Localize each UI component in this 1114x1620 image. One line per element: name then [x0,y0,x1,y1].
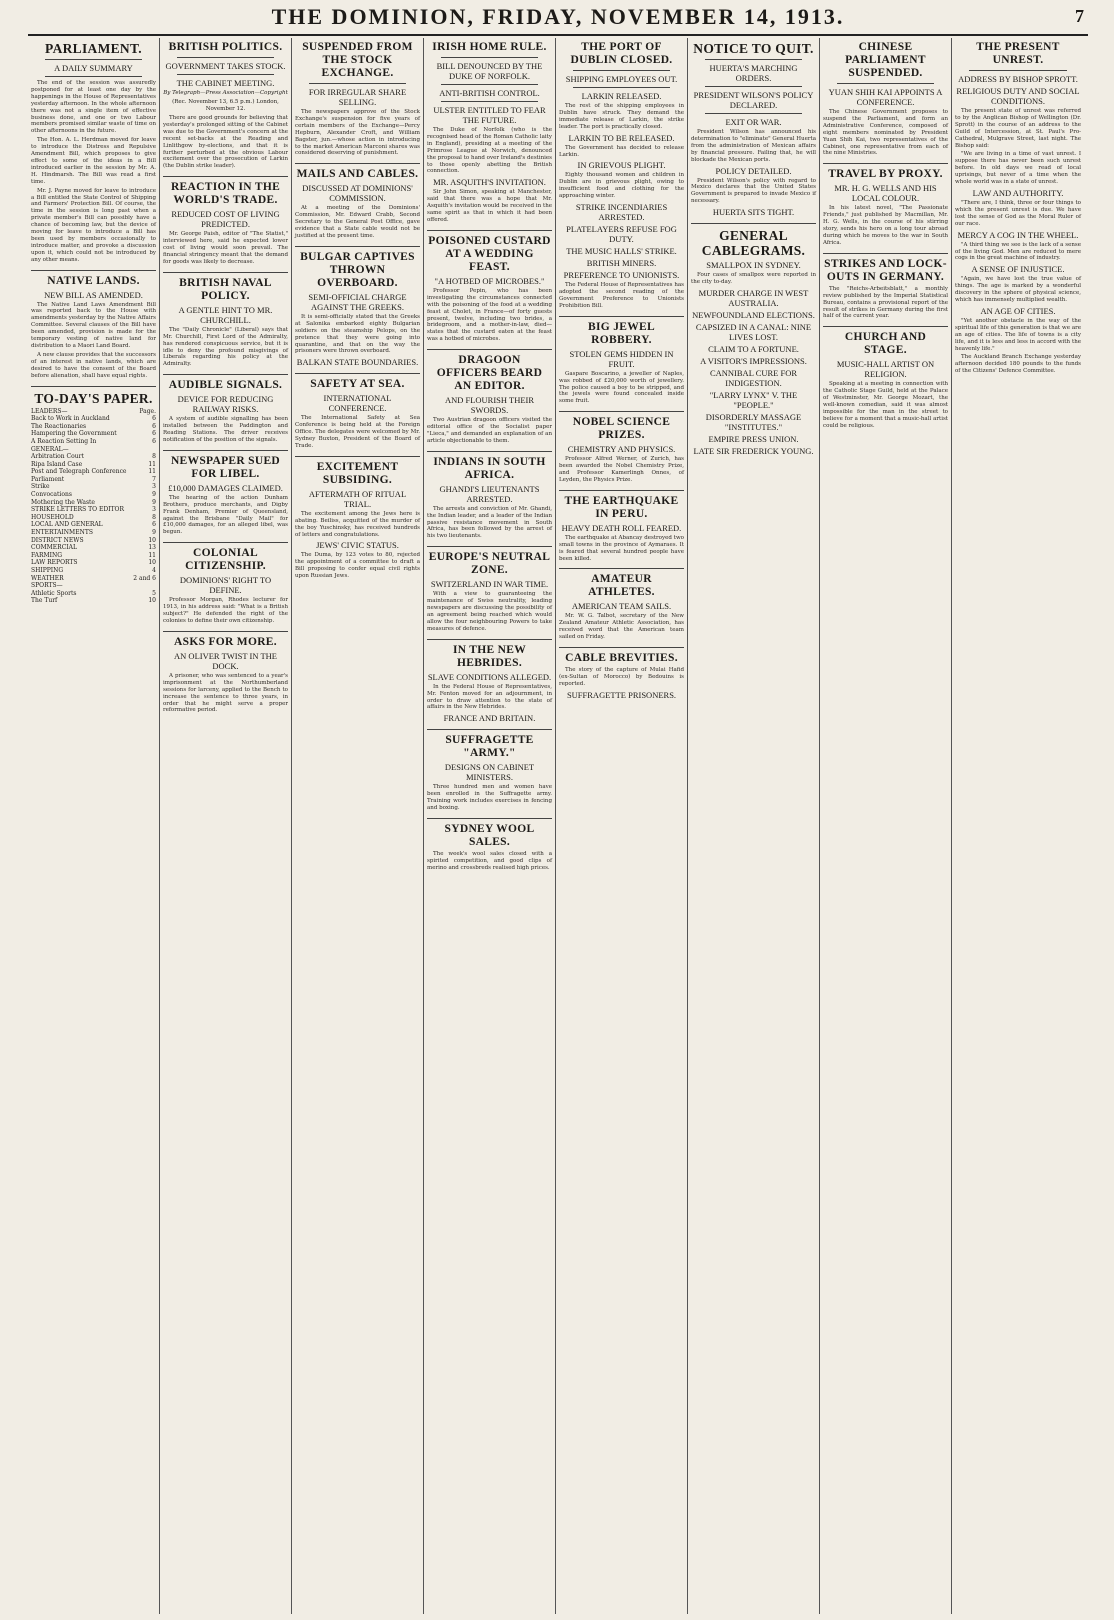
article-safety-at-sea [295,378,420,450]
article-british-politics [163,41,288,170]
article-paragraph: Four cases of smallpox were reported in the city to-day. [691,272,816,286]
article-paragraph: Mr. J. Payne moved for leave to introduce a Bill entitled the State Control of Shipping and Farmers' Protection Bill. Of course, the time in the session is long past when a private member's Bill can possibly have a chance of becoming law, but the device of moving for leave to introduce a Bill has been used by members occasionally to introduce matter, and provoke a discussion upon it, which could not be introduced by any other means. [31,187,156,263]
index-page: 6 [152,422,156,430]
article-paragraph: Professor Pepin, who has been investigating the circumstances connected with the poisoning of the food at a wedding feast at Cholet, in France—of forty guests present, twelve, including two brides, a bridegroom, and a mother-in-law, died—states that the custard eaten at the feast was a hotbed of microbes. [427,287,552,343]
index-label: GENERAL— [31,445,69,453]
index-page: 6 [152,437,156,445]
index-row [31,446,156,454]
article-paragraph: "We are living in a time of vast unrest. I suppose there has never been such unrest before. In old days we read of local uprisings, but never of a time when the whole world was in a state of unrest. [955,151,1081,186]
article-world-trade [163,181,288,266]
dateline: (Rec. November 13, 6.5 p.m.) London, November 12. [172,99,279,112]
article-paragraph: In the Federal House of Representatives, Mr. Fenton moved for an adjournment, in order to draw attention to the state of affairs in the New Hebrides. [427,683,552,711]
headline: IN THE NEW HEBRIDES. [452,643,527,669]
article-paragraph: At a meeting of the Dominions' Commission, Mr. Edward Crabb, Second Secretary to the General Post Office, gave evidence that a State cable would not be justified at the present time. [295,205,420,239]
article-paragraph: A system of audible signalling has been installed between the Paddington and Reading Stations. The driver receives notification of the position of the signals. [163,416,288,443]
article-paragraph: In his latest novel, "The Passionate Friends," just published by Macmillan, Mr. H. G. Wells, in the course of his stirring story, sends his hero on a long tour abroad during which he moves to the war in South Africa. [823,205,948,246]
headline: REACTION IN THE WORLD'S TRADE. [170,181,281,207]
article-paragraph: The week's wool sales closed with a spirited competition, and good clips of merino and crossbreds realised high prices. [427,850,552,871]
headline: NATIVE LANDS. [47,274,140,287]
article-audible-signals [163,379,288,444]
index-row [31,537,156,545]
index-page: 13 [148,544,156,552]
index-label: Parliament [31,475,65,483]
subheadline: LAW AND AUTHORITY. [972,187,1064,198]
article-paragraph: The Federal House of Representatives has adopted the second reading of the Government Preference to Unionists Prohibition Bill. [559,282,684,309]
subheadline: LARKIN TO BE RELEASED. [568,132,675,143]
index-page: 8 [152,453,156,461]
headline: THE EARTHQUAKE IN PERU. [564,494,679,520]
article-paragraph: A new clause provides that the successors of an interest in native lands, which are desired to have the consent of the Board before alienation, shall have equal rights. [31,351,156,379]
index-page: 2 and 6 [133,574,156,582]
subheadline: EMPIRE PRESS UNION. [708,433,799,444]
article-paragraph: The hearing of the action Dunham Brothers, produce merchants, and Digby Frank Denham, Premier of Queensland, against the Brisbane "Daily Mail" for £10,000 damages, for an alleged libel, was begun. [163,494,288,536]
headline: POISONED CUSTARD AT A WEDDING FEAST. [428,234,551,273]
index-label: Post and Telegraph Conference [31,468,127,476]
index-row [31,521,156,529]
index-row [31,461,156,469]
index-page: 8 [152,513,156,521]
article-parliament [31,41,156,264]
headline: ASKS FOR MORE. [174,635,277,648]
index-row [31,491,156,499]
subheadline: THE MUSIC HALLS' STRIKE. [566,246,677,257]
article-port-of-dublin [559,41,684,310]
article-paragraph: Professor Alfred Werner, of Zurich, has been awarded the Nobel Chemistry Prize, and Professor Kamerlingh Onnes, of Leyden, the Physics Prize. [559,456,684,483]
index-page: 3 [152,506,156,514]
article-native-lands [31,275,156,380]
index-row [31,430,156,438]
headline: THE PRESENT UNREST. [976,41,1060,66]
subheadline: SHIPPING EMPLOYEES OUT. [565,74,678,84]
subheadline: PLATELAYERS REFUSE FOG DUTY. [566,224,677,245]
index-label: The Reactionaries [31,422,87,430]
subheadline: FOR IRREGULAR SHARE SELLING. [308,87,407,107]
subheadline: LATE SIR FREDERICK YOUNG. [693,445,814,456]
article-paragraph: The story of the capture of Mulai Hafid (ex-Sultan of Morocco) by Bedouins is reported. [559,667,684,687]
article-nobel-prizes [559,416,684,484]
index-page: 9 [152,529,156,537]
article-irish-home-rule [427,41,552,224]
headline: INDIANS IN SOUTH AFRICA. [433,455,546,481]
index-label: LAW REPORTS [31,559,78,567]
subheadline: A DAILY SUMMARY [54,63,133,73]
article-paragraph: The Duma, by 123 votes to 80, rejected the appointment of a committee to draft a Bill proposing to confer equal civil rights upon Russian Jews. [295,552,420,580]
article-paragraph: Two Austrian dragoon officers visited the editorial office of the Socialist paper "Lieca," and demanded an explanation of an article objectionable to them. [427,417,552,444]
subheadline: HUERTA'S MARCHING ORDERS. [709,63,798,83]
index-page: 4 [152,567,156,574]
subheadline: REDUCED COST OF LIVING PREDICTED. [171,209,280,230]
index-page: 6 [152,430,156,438]
subheadline: THE CABINET MEETING. [176,78,275,88]
subheadline: A VISITOR'S IMPRESSIONS. [700,355,807,366]
subheadline: CHEMISTRY AND PHYSICS. [567,444,676,455]
article-asks-for-more [163,636,288,714]
index-row [31,506,156,514]
article-paragraph: The earthquake at Abancay destroyed two small towns in the province of Aymaraes. It is feared that several hundred people have been killed. [559,534,684,562]
article-paragraph: A prisoner, who was sentenced to a year's imprisonment at the Northumberland sessions for larceny, applied to the Bench to increase the sentence to three years, in order that he might serve a proper reformative period. [163,672,288,714]
subheadline: GHANDI'S LIEUTENANTS ARRESTED. [439,483,540,504]
headline: PARLIAMENT. [45,41,142,56]
headline: NOTICE TO QUIT. [693,41,814,56]
subheadline: MUSIC-HALL ARTIST ON RELIGION. [836,359,935,380]
subheadline: HUERTA SITS TIGHT. [712,207,795,218]
subheadline: YUAN SHIH KAI APPOINTS A CONFERENCE. [828,87,943,107]
article-travel-by-proxy [823,168,948,246]
subheadline: CLAIM TO A FORTUNE. [708,343,799,354]
subheadline: AND FLOURISH THEIR SWORDS. [444,395,535,416]
subheadline: GOVERNMENT TAKES STOCK. [165,61,286,71]
index-label: DISTRICT NEWS [31,536,84,544]
subheadline: DEVICE FOR REDUCING RAILWAY RISKS. [177,394,274,415]
subheadline: AN AGE OF CITIES. [980,305,1056,316]
article-wool-sales [427,823,552,872]
index-label: STRIKE LETTERS TO EDITOR [31,506,124,514]
subheadline: ANTI-BRITISH CONTROL. [439,88,540,98]
subheadline: JEWS' CIVIC STATUS. [316,540,399,551]
index-row [31,575,156,583]
column-5 [556,38,688,1614]
index-page: 10 [148,536,156,544]
article-paragraph: There are good grounds for believing that yesterday's prolonged sitting of the Cabinet was due to the Government's concern at the recent set-backs at the Reading and Linlithgow by-elections, and that it is further perturbed at the obvious Labour excitement over the prosecution of Larkin (the Dublin strike leader). [163,115,288,170]
article-paragraph: With a view to guaranteeing the maintenance of Swiss neutrality, leading newspapers are discussing the possibility of an agreement being reached which would allow the four neighbouring Powers to take measures of defence. [427,591,552,632]
newspaper-title: THE DOMINION, FRIDAY, NOVEMBER 14, 1913. [271,4,845,29]
index-row [31,453,156,461]
article-strikes-germany [823,258,948,321]
headline: BULGAR CAPTIVES THROWN OVERBOARD. [300,250,415,289]
article-paragraph: President Wilson has announced his determination to "eliminate" General Huerta from the administration of Mexican affairs by financial pressure. Failing that, he will blockade the Mexican ports. [691,129,816,163]
article-paragraph: The "Reichs-Arbeitsblatt," a monthly review published by the Imperial Statistical Bureau, contains a provisional report of the result of strikes in Germany during the first half of the current year. [823,285,948,320]
article-jewel-robbery [559,321,684,406]
article-paragraph: The International Safety at Sea Conference is being held at the Foreign Office. The delegates were welcomed by Mr. Sydney Buxton, President of the Board of Trade. [295,415,420,449]
article-present-unrest [955,41,1081,375]
subheadline: MERCY A COG IN THE WHEEL. [957,229,1079,240]
article-paragraph: Speaking at a meeting in connection with the Catholic Stage Guild, held at the Palace of Westminster, Mr. George Mozart, the well-known comedian, said it was almost impossible for the man in the street to believe for a moment that a music-hall artist could be religious. [823,381,948,429]
index-label: Convocations [31,491,72,499]
index-page: 9 [152,491,156,499]
headline: THE PORT OF DUBLIN CLOSED. [570,41,673,66]
article-dragoon-officers [427,354,552,445]
article-cable-brevities [559,652,684,700]
headline: IRISH HOME RULE. [432,41,547,53]
subheadline: INTERNATIONAL CONFERENCE. [323,393,392,414]
index-row [31,597,156,605]
headline: SUFFRAGETTE "ARMY." [445,734,534,760]
article-paragraph: President Wilson's policy with regard to Mexico declares that the United States Government is prepared to invade Mexico if necessary. [691,177,816,205]
column-8 [952,38,1084,1614]
headline: NEWSPAPER SUED FOR LIBEL. [170,454,281,480]
article-bulgar-captives [295,251,420,367]
index-label: Arbitration Court [31,453,84,461]
headline: MAILS AND CABLES. [296,168,419,181]
article-paragraph: The excitement among the Jews here is abating. Beiliss, acquitted of the murder of the boy Yuschinsky, has received hundreds of letters and congratulations. [295,510,420,538]
subheadline: AFTERMATH OF RITUAL TRIAL. [308,488,407,509]
subheadline: POLICY DETAILED. [715,165,792,176]
index-label: A Reaction Setting In [31,437,97,445]
headline: DRAGOON OFFICERS BEARD AN EDITOR. [436,354,543,393]
article-paragraph: It is semi-officially stated that the Greeks at Salonika embarked eighty Bulgarian soldiers on the steamship Pelops, on the pretence that they were going into quarantine, and that on the way the prisoners were thrown overboard. [295,313,420,355]
subheadline: MURDER CHARGE IN WEST AUSTRALIA. [698,287,809,308]
article-paragraph: The present state of unrest was referred to by the Anglican Bishop of Wellington (Dr. Sprott) in the course of an address to the Guild of Intercession, at St. Paul's Pro-Cathedral, Mulgrave Street, last night. The Bishop said: [955,108,1081,149]
headline: BRITISH POLITICS. [168,41,283,53]
index-row [31,567,156,575]
headline: BIG JEWEL ROBBERY. [588,320,655,346]
article-paragraph: Three hundred men and women have been enrolled in the Suffragette army. Training work includes exercises in fencing and boxing. [427,784,552,812]
headline: COLONIAL CITIZENSHIP. [185,547,266,573]
subheadline: DESIGNS ON CABINET MINISTERS. [444,762,535,783]
subheadline: IN GRIEVOUS PLIGHT. [577,160,666,171]
headline: CHINESE PARLIAMENT SUSPENDED. [845,41,926,79]
headline: NOBEL SCIENCE PRIZES. [572,416,671,442]
column-2 [160,38,292,1614]
subheadline: HEAVY DEATH ROLL FEARED. [561,522,682,533]
index-row [31,559,156,567]
index-label: ENTERTAINMENTS [31,529,93,537]
index-page: 7 [152,475,156,483]
index-label: FARMING [31,551,63,559]
article-paragraph: The "Daily Chronicle" (Liberal) says that Mr. Churchill, First Lord of the Admiralty, has rendered conspicuous service, but it is idle to deny the profound misgivings of Liberals regarding his policy at the Admiralty. [163,326,288,368]
article-paragraph: Professor Morgan, Rhodes lecturer for 1913, in his address said: "What is a British subject?" He defended the right of the colonies to define their own citizenship. [163,597,288,624]
index-page: 10 [148,559,156,567]
subheadline: SMALLPOX IN SYDNEY. [706,260,801,271]
headline: TO-DAY'S PAPER. [34,390,153,406]
index-row [31,514,156,522]
column-7 [820,38,952,1614]
index-row [31,582,156,590]
article-chinese-parliament [823,41,948,157]
article-paragraph: The Government has decided to release Larkin. [559,144,684,158]
subheadline: NEW BILL AS AMENDED. [44,289,143,300]
subheadline: SUFFRAGETTE PRISONERS. [566,689,677,700]
subheadline: PRESIDENT WILSON'S POLICY DECLARED. [693,90,814,110]
subheadline: LARKIN RELEASED. [581,91,662,101]
subheadline: MR. H. G. WELLS AND HIS LOCAL COLOUR. [834,183,937,204]
headline: EUROPE'S NEUTRAL ZONE. [428,551,551,577]
headline: STRIKES AND LOCK-OUTS IN GERMANY. [824,257,947,283]
article-indians-south-africa [427,456,552,541]
todays-paper-index [31,391,156,605]
article-poisoned-custard [427,235,552,343]
index-label: SPORTS— [31,582,63,590]
article-paragraph: Sir John Simon, speaking at Manchester, said that there was a hope that Mr. Asquith's invitation would be received in the same spirit as that in which it had been offered. [427,189,552,223]
subheadline: CANNIBAL CURE FOR INDIGESTION. [709,367,798,388]
article-paragraph: The Duke of Norfolk (who is the recognised head of the Roman Catholic laity in England), presiding at a meeting of the Primrose League at Norwich, denounced the proposal to hand over Ireland's destinies to those openly abetting the British connection. [427,127,552,175]
index-page: 3 [152,483,156,491]
index-list [31,408,156,605]
article-paragraph: "A third thing we see is the lack of a sense of the living God. Men are reduced to mere cogs in the great machine of industry. [955,241,1081,262]
index-page: 9 [152,498,156,506]
index-label: COMMERCIAL [31,544,77,552]
index-row [31,438,156,446]
index-page: 6 [152,415,156,423]
byline: By Telegraph—Press Association—Copyright [163,90,288,96]
article-libel [163,455,288,536]
index-page: 11 [148,551,156,559]
article-paragraph: "Yet another obstacle in the way of the spiritual life of this generation is that we are an age of cities. The life of towns is a city life, and it is less and less in accord with the heavenly life." [955,317,1081,352]
index-label: Mothering the Waste [31,498,95,506]
article-paragraph: Gaspare Boscarino, a jeweller of Naples, was robbed of £20,000 worth of jewellery. The police caused a boy to be stripped, and the jewels were found concealed inside some fruit. [559,370,684,405]
subheadline: DISCUSSED AT DOMINIONS' COMMISSION. [302,183,413,204]
article-colonial-citizenship [163,547,288,625]
column-6 [688,38,820,1614]
subheadline: STOLEN GEMS HIDDEN IN FRUIT. [569,348,674,369]
subheadline: DISORDERLY MASSAGE "INSTITUTES." [705,411,802,432]
headline: BRITISH NAVAL POLICY. [179,276,272,302]
article-paragraph: Mr. W. G. Talbot, secretary of the New Zealand Amateur Athletic Association, has received word that the American team sailed on Friday. [559,613,684,641]
subheadline: SEMI-OFFICIAL CHARGE AGAINST THE GREEKS. [308,291,407,312]
article-general-cablegrams [691,228,816,456]
article-paragraph: The arrests and conviction of Mr. Ghandi, the Indian leader, and a leader of the Indian passive resistance movement in South Africa, has been followed by the arrest of his two lieutenants. [427,505,552,540]
index-row [31,544,156,552]
index-label: Ripa Island Case [31,460,83,468]
subheadline: DOMINIONS' RIGHT TO DEFINE. [179,575,272,596]
index-row [31,423,156,431]
article-paragraph: Eighty thousand women and children in Dublin are in grievous plight, owing to insufficient food and clothing for the approaching winter. [559,172,684,200]
column-3 [292,38,424,1614]
subheadline: STRIKE INCENDIARIES ARRESTED. [575,202,668,223]
article-paragraph: Mr. George Paish, editor of "The Statist," interviewed here, said he expected lower cost of living would soon prevail. The financial stringency meant that the demand for goods was likely to decrease. [163,231,288,265]
article-mails-cables [295,168,420,240]
subheadline: BILL DENOUNCED BY THE DUKE OF NORFOLK. [436,61,543,81]
index-row [31,415,156,423]
newspaper-columns [28,38,1088,1614]
column-1 [28,38,160,1614]
index-page: 5 [152,589,156,597]
index-row [31,468,156,476]
subheadline: SLAVE CONDITIONS ALLEGED. [427,671,552,682]
article-paragraph: The end of the session was assuredly postponed for at least one day by the happenings in the House of Representatives yesterday afternoon. In the whole afternoon there was not a single item of effective business done, and one or two Labour members promised similar waste of time on other afternoons in the future. [31,80,156,135]
subheadline: BRITISH MINERS. [586,258,657,269]
article-paragraph: "Again, we have lost the true value of things. The age is marked by a wonderful discovery in the sphere of physical science, which has immensely multiplied wealth. [955,276,1081,304]
index-row [31,552,156,560]
article-suffragette-army [427,734,552,812]
subheadline: AMERICAN TEAM SAILS. [571,601,672,612]
subheadline: RELIGIOUS DUTY AND SOCIAL CONDITIONS. [956,86,1080,106]
index-page: Page. [139,407,156,415]
headline: TRAVEL BY PROXY. [828,168,943,181]
index-label: WEATHER [31,574,64,582]
headline: CHURCH AND STAGE. [844,331,927,357]
headline: AUDIBLE SIGNALS. [168,379,283,392]
subheadline: BALKAN STATE BOUNDARIES. [296,357,419,368]
headline: GENERAL CABLEGRAMS. [701,228,806,259]
headline: CABLE BREVITIES. [565,652,678,665]
subheadline: A GENTLE HINT TO MR. CHURCHILL. [178,304,273,325]
article-excitement-subsiding [295,461,420,580]
subheadline: SWITZERLAND IN WAR TIME. [430,579,549,590]
subheadline: "LARRY LYNX" V. THE "PEOPLE." [709,389,798,410]
subheadline: ULSTER ENTITLED TO FEAR THE FUTURE. [433,105,546,125]
article-paragraph: The rest of the shipping employees in Dublin have struck. They demand the immediate release of Larkin, the strike leader. The port is practically closed. [559,103,684,130]
headline: SUSPENDED FROM THE STOCK EXCHANGE. [302,41,413,79]
index-label: Hampering the Government [31,430,117,438]
subheadline: MR. ASQUITH'S INVITATION. [433,177,546,188]
index-row [31,499,156,507]
article-paragraph: The Native Land Laws Amendment Bill was reported back to the House with amendments yesterday by the Native Affairs Committee. Several clauses of the Bill have been amended, provision is made for the temporary vesting of native land for distribution to a Maori Land Board. [31,301,156,349]
index-label: Back to Work in Auckland [31,415,110,423]
index-label: Strike [31,483,50,491]
article-paragraph: The Chinese Government proposes to suspend the Parliament, and form an Administrative Conference, composed of eight members nominated by President Yuan Shih Kai, two representatives of the Cabinet, one representative from each of the nine Ministries. [823,109,948,157]
subheadline: FRANCE AND BRITAIN. [443,713,536,724]
article-paragraph: The Hon. A. L. Herdman moved for leave to introduce the Distress and Repulsive Amendment Bill, which proposes to give effect to some of the ideas in a Bill introduced earlier in the session by Mr. A. H. Hindmarsh. The Bill was read a first time. [31,137,156,185]
index-label: Athletic Sports [31,589,77,597]
article-paragraph: The Auckland Branch Exchange yesterday afternoon decided 180 pounds to the funds of the Citizens' Defence Committee. [955,354,1081,375]
article-new-hebrides [427,644,552,724]
subheadline: EXIT OR WAR. [725,117,782,127]
subheadline: CAPSIZED IN A CANAL: NINE LIVES LOST. [695,321,812,342]
index-page: 11 [148,468,156,476]
article-earthquake-peru [559,495,684,563]
index-row [31,483,156,491]
article-neutral-zone [427,551,552,632]
subheadline: ADDRESS BY BISHOP SPROTT. [958,74,1078,84]
column-4 [424,38,556,1614]
index-row [31,408,156,416]
index-page: 10 [148,597,156,605]
subheadline: £10,000 DAMAGES CLAIMED. [168,482,283,493]
subheadline: "A HOTBED OF MICROBES." [434,275,545,286]
subheadline: NEWFOUNDLAND ELECTIONS. [692,309,815,320]
subheadline: PREFERENCE TO UNIONISTS. [563,270,680,281]
article-amateur-athletes [559,573,684,641]
index-label: HOUSEHOLD [31,513,74,521]
article-notice-to-quit [691,41,816,217]
article-paragraph: "There are, I think, three or four things to which the present unrest is due. We have lost the sense of God as the Moral Ruler of our race. [955,199,1081,227]
index-page: 6 [152,521,156,529]
headline: EXCITEMENT SUBSIDING. [316,460,399,486]
index-label: SHIPPING [31,567,64,574]
index-row [31,529,156,537]
page-number: 7 [1075,6,1084,26]
article-church-and-stage [823,331,948,429]
article-stock-exchange [295,41,420,157]
headline: SYDNEY WOOL SALES. [444,822,535,848]
index-label: LEADERS— [31,407,68,415]
headline: AMATEUR ATHLETES. [588,573,655,599]
index-label: The Turf [31,597,58,605]
article-paragraph: The newspapers approve of the Stock Exchange's suspension for five years of certain members of the Exchange—Percy Hepburn, Alexander Croft, and William Bagster, jun.—whose action in introducing to the market American Marconi shares was considered deserving of punishment. [295,109,420,157]
headline: SAFETY AT SEA. [310,378,405,391]
index-row [31,476,156,484]
index-row [31,590,156,598]
masthead [28,0,1088,36]
index-page: 11 [148,460,156,468]
subheadline: A SENSE OF INJUSTICE. [971,264,1065,275]
index-label: LOCAL AND GENERAL [31,521,103,529]
subheadline: AN OLIVER TWIST IN THE DOCK. [174,650,277,671]
article-naval-policy [163,277,288,368]
